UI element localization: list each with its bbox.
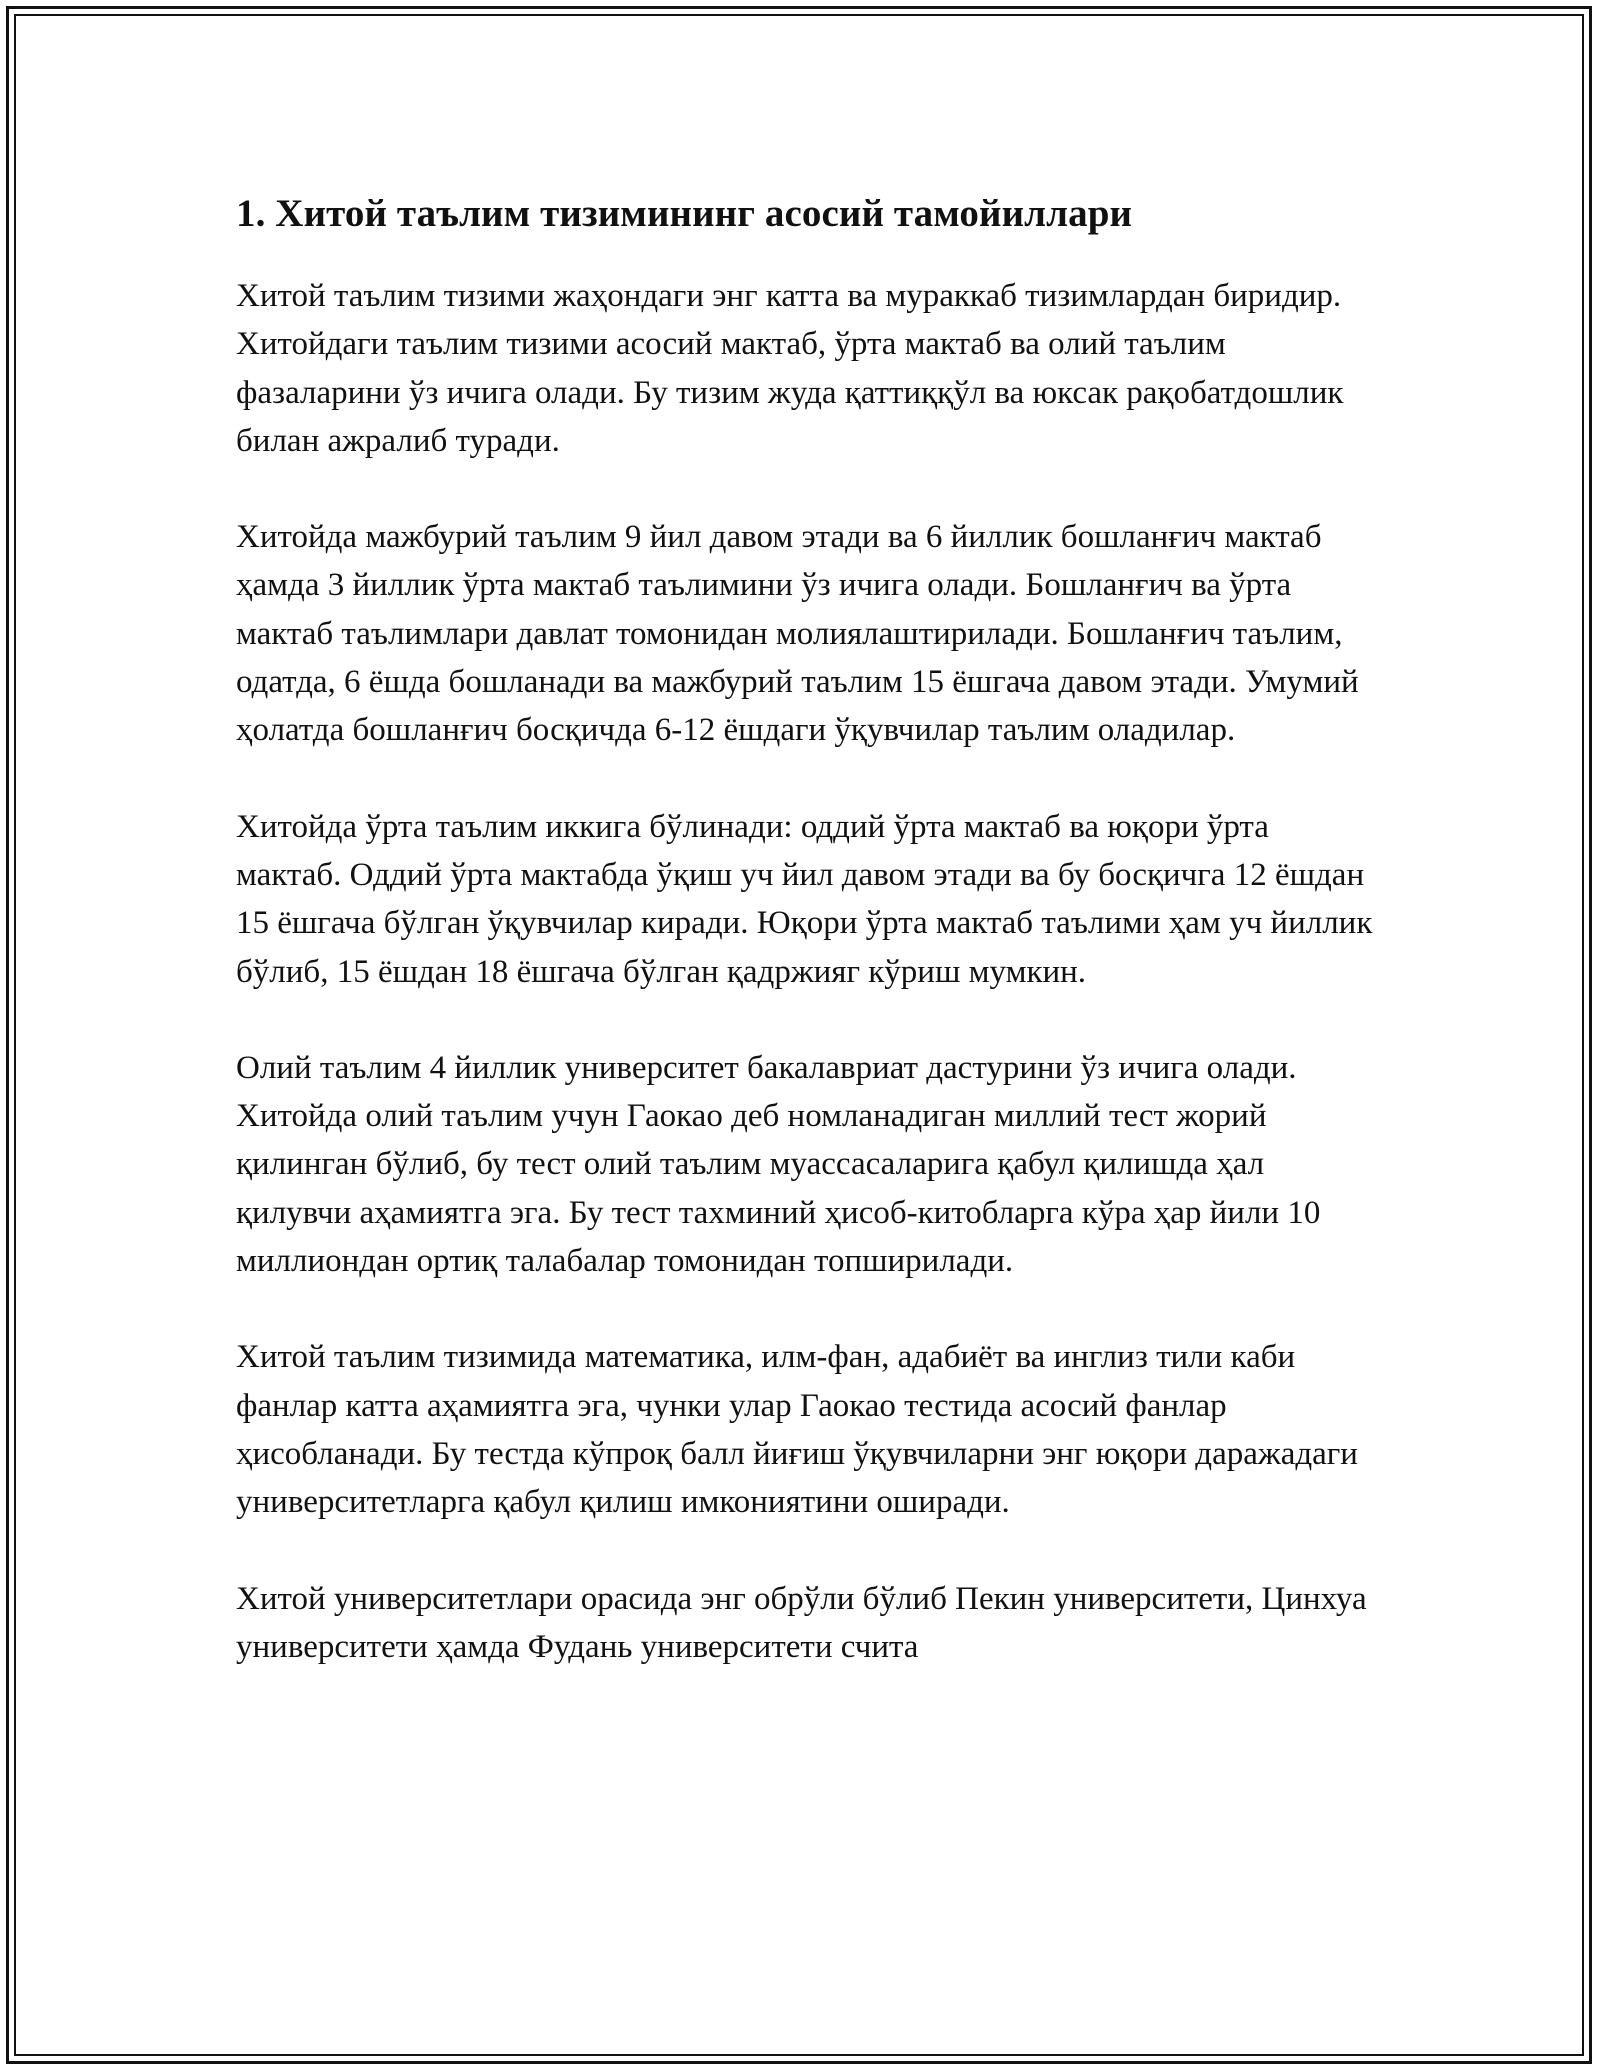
paragraph-3: Хитойда ўрта таълим иккига бўлинади: оддий ўрта мактаб ва юқори ўрта мактаб. Оддий ўрта мактабда ўқиш уч йил давом этади ва бу босқичга 12 ёшдан 15 ёшгача бўлган ўқувчилар киради. Юқори ўрта мактаб таълими ҳам уч йиллик бўлиб, 15 ёшдан 18 ёшгача бўлган қадржияг кўриш мумкин. — [236, 808, 1373, 990]
document-body — [236, 188, 1376, 1719]
paragraph-6: Хитой университетлари орасида энг обрўли бўлиб Пекин университети, Цинхуа университети ҳамда Фудань университети счита — [236, 1580, 1367, 1665]
section-heading: 1. Хитой таълим тизимининг асосий тамойиллари — [236, 192, 1133, 235]
paragraph-1: Хитой таълим тизими жаҳондаги энг катта ва мураккаб тизимлардан биридир. Хитойдаги таълим тизими асосий мактаб, ўрта мактаб ва олий таълим фазаларини ўз ичига олади. Бу тизим жуда қаттиққўл ва юксак рақобатдошлик билан ажралиб туради. — [236, 278, 1344, 459]
paragraph-4: Олий таълим 4 йиллик университет бакалавриат дастурини ўз ичига олади. Хитойда олий таълим учун Гаокао деб номланадиган миллий тест жорий қилинган бўлиб, бу тест олий таълим муассасаларига қабул қилишда ҳал қилувчи аҳамиятга эга. Бу тест тахминий ҳисоб-китобларга кўра ҳар йили 10 миллиондан ортиқ талабалар томонидан топширилади. — [236, 1049, 1321, 1280]
paragraph-5: Хитой таълим тизимида математика, илм-фан, адабиёт ва инглиз тили каби фанлар катта аҳамиятга эга, чунки улар Гаокао тестида асосий фанлар ҳисобланади. Бу тестда кўпроқ балл йиғиш ўқувчиларни энг юқори даражадаги университетларга қабул қилиш имкониятини оширади. — [236, 1339, 1358, 1521]
paragraph-2: Хитойда мажбурий таълим 9 йил давом этади ва 6 йиллик бошланғич мактаб ҳамда 3 йиллик ўрта мактаб таълимини ўз ичига олади. Бошланғич ва ўрта мактаб таълимлари давлат томонидан молиялаштирилади. Бошланғич таълим, одатда, 6 ёшда бошланади ва мажбурий таълим 15 ёшгача давом этади. Умумий ҳолатда бошланғич босқичда 6-12 ёшдаги ўқувчилар таълим оладилар. — [236, 519, 1359, 749]
